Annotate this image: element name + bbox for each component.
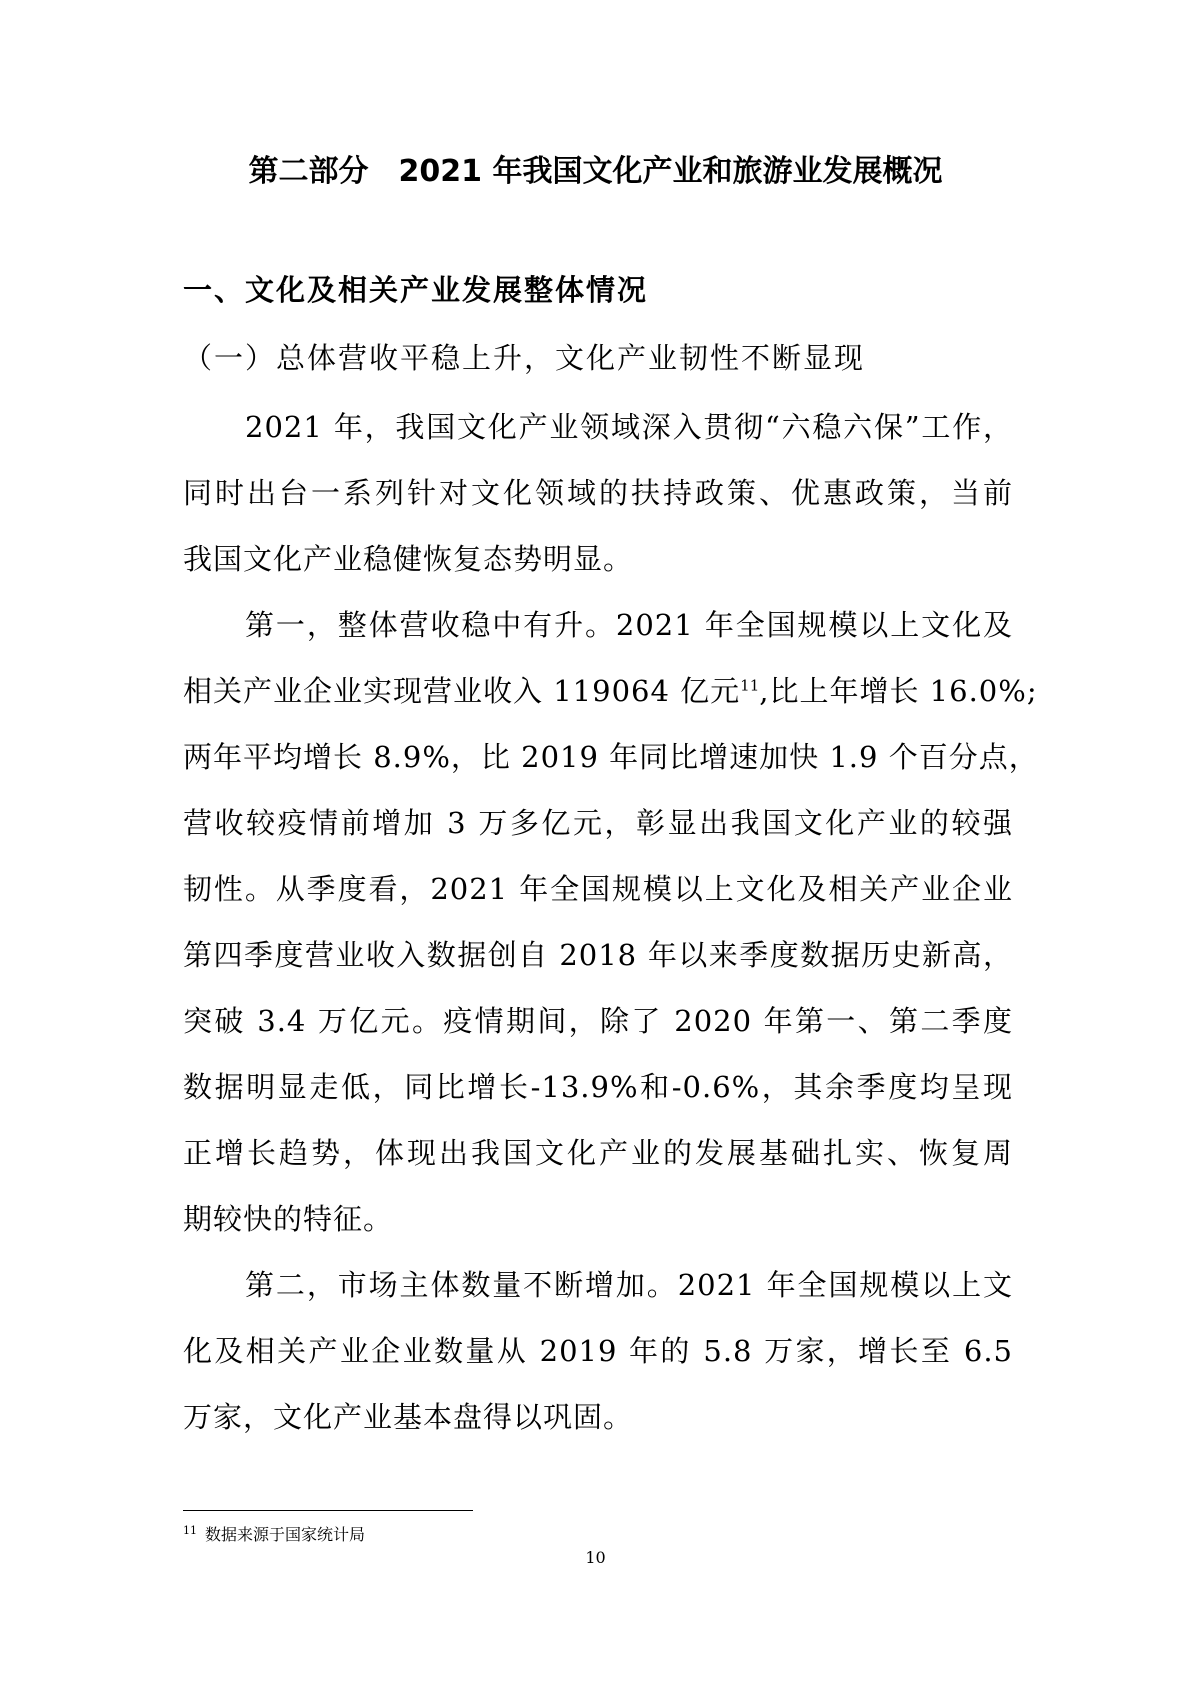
- section-heading: 一、文化及相关产业发展整体情况: [183, 273, 649, 307]
- paragraph-line: 第四季度营业收入数据创自 2018 年以来季度数据历史新高，: [183, 938, 1013, 972]
- paragraph-1: [183, 394, 1013, 592]
- page-number: 10: [585, 1548, 606, 1567]
- paragraph-2: [183, 592, 1039, 1252]
- paragraph-text: 相关产业企业实现营业收入 119064 亿元: [183, 674, 741, 708]
- paragraph-line: 正增长趋势，体现出我国文化产业的发展基础扎实、恢复周: [183, 1136, 1013, 1170]
- paragraph-line: 化及相关产业企业数量从 2019 年的 5.8 万家，增长至 6.5: [183, 1334, 1013, 1368]
- body-text: [183, 394, 1039, 1450]
- subsection-heading: （一）总体营收平稳上升，文化产业韧性不断显现: [183, 341, 866, 375]
- document-title: [0, 150, 1191, 194]
- paragraph-line: 万家，文化产业基本盘得以巩固。: [183, 1400, 634, 1434]
- paragraph-line: 两年平均增长 8.9%，比 2019 年同比增速加快 1.9 个百分点，: [183, 740, 1039, 774]
- paragraph-3: [183, 1252, 1013, 1450]
- paragraph-line: 突破 3.4 万亿元。疫情期间，除了 2020 年第一、第二季度: [183, 1004, 1013, 1038]
- paragraph-line: 期较快的特征。: [183, 1202, 394, 1236]
- title-part-label: 第二部分: [248, 154, 369, 189]
- paragraph-line: [183, 658, 1038, 724]
- paragraph-line: 韧性。从季度看，2021 年全国规模以上文化及相关产业企业: [183, 872, 1013, 906]
- paragraph-line: 数据明显走低，同比增长-13.9%和-0.6%，其余季度均呈现: [183, 1070, 1013, 1104]
- footnote-number: 11: [183, 1523, 197, 1537]
- paragraph-line: 同时出台一系列针对文化领域的扶持政策、优惠政策，当前: [183, 476, 1013, 510]
- footnote-reference[interactable]: 11: [740, 676, 760, 695]
- paragraph-line: 第一，整体营收稳中有升。2021 年全国规模以上文化及: [245, 608, 1013, 642]
- paragraph-line: 我国文化产业稳健恢复态势明显。: [183, 542, 634, 576]
- paragraph-text: ,比上年增长 16.0%;: [759, 674, 1038, 708]
- paragraph-line: 2021 年，我国文化产业领域深入贯彻“六稳六保”工作，: [245, 410, 1013, 444]
- paragraph-line: 营收较疫情前增加 3 万多亿元，彰显出我国文化产业的较强: [183, 806, 1013, 840]
- footnote-text: 数据来源于国家统计局: [205, 1525, 366, 1544]
- footnote-divider: [183, 1510, 473, 1511]
- footnote: [183, 1524, 365, 1546]
- paragraph-line: 第二，市场主体数量不断增加。2021 年全国规模以上文: [245, 1268, 1013, 1302]
- title-main-text: 2021 年我国文化产业和旅游业发展概况: [398, 154, 943, 189]
